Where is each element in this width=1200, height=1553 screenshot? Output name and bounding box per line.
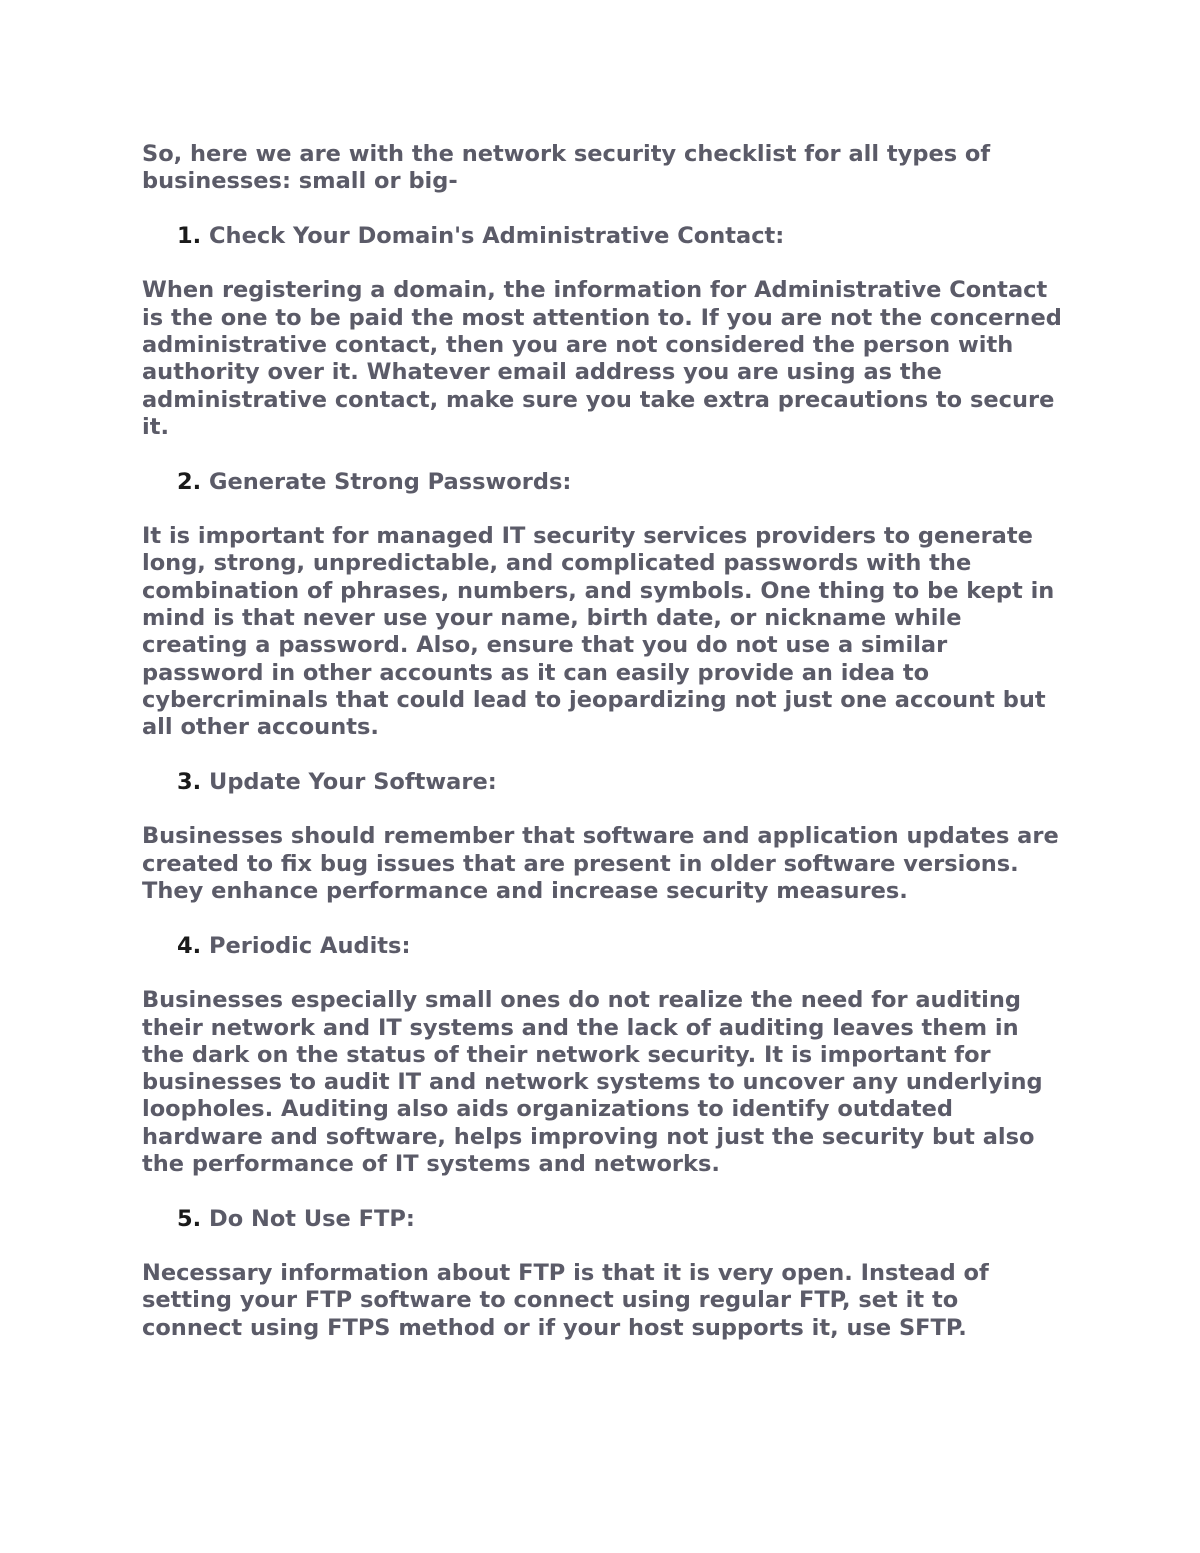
item-number: 2.	[177, 468, 202, 495]
item-body-1: When registering a domain, the information for Administrative Contact is the one to be paid the most attention to. If you are not the concerned administrative contact, then you are not considered the person with authority over it. Whatever email address you are using as the administrative contact, make sure you take extra precautions to secure it.	[142, 277, 1062, 440]
item-heading-5	[142, 1206, 1062, 1233]
item-title: Update Your Software:	[209, 768, 497, 795]
item-title: Check Your Domain's Administrative Contact:	[209, 222, 785, 249]
item-body-4: Businesses especially small ones do not realize the need for auditing their network and IT systems and the lack of auditing leaves them in the dark on the status of their network security. It is important for businesses to audit IT and network systems to uncover any underlying loopholes. Auditing also aids organizations to identify outdated hardware and software, helps improving not just the security but also the performance of IT systems and networks.	[142, 987, 1043, 1177]
item-heading-2	[142, 469, 1062, 496]
item-heading-4	[142, 933, 1062, 960]
item-number: 4.	[177, 932, 202, 959]
item-number: 1.	[177, 222, 202, 249]
intro-paragraph: So, here we are with the network security checklist for all types of businesses: small or big-	[142, 141, 991, 195]
item-heading-3	[142, 769, 1062, 796]
item-title: Generate Strong Passwords:	[209, 468, 572, 495]
item-title: Periodic Audits:	[209, 932, 411, 959]
item-number: 3.	[177, 768, 202, 795]
item-body-3: Businesses should remember that software and application updates are created to fix bug issues that are present in older software versions. They enhance performance and increase security measures.	[142, 823, 1059, 905]
item-body-5: Necessary information about FTP is that it is very open. Instead of setting your FTP software to connect using regular FTP, set it to connect using FTPS method or if your host supports it, use SFTP.	[142, 1260, 989, 1341]
item-body-2: It is important for managed IT security services providers to generate long, strong, unpredictable, and complicated passwords with the combination of phrases, numbers, and symbols. One thing to be kept in mind is that never use your name, birth date, or nickname while creating a password. Also, ensure that you do not use a similar password in other accounts as it can easily provide an idea to cybercriminals that could lead to jeopardizing not just one account but all other accounts.	[142, 523, 1055, 741]
item-heading-1	[142, 223, 1062, 250]
item-number: 5.	[177, 1205, 202, 1232]
item-title: Do Not Use FTP:	[209, 1205, 415, 1232]
document-page	[142, 141, 1062, 1369]
